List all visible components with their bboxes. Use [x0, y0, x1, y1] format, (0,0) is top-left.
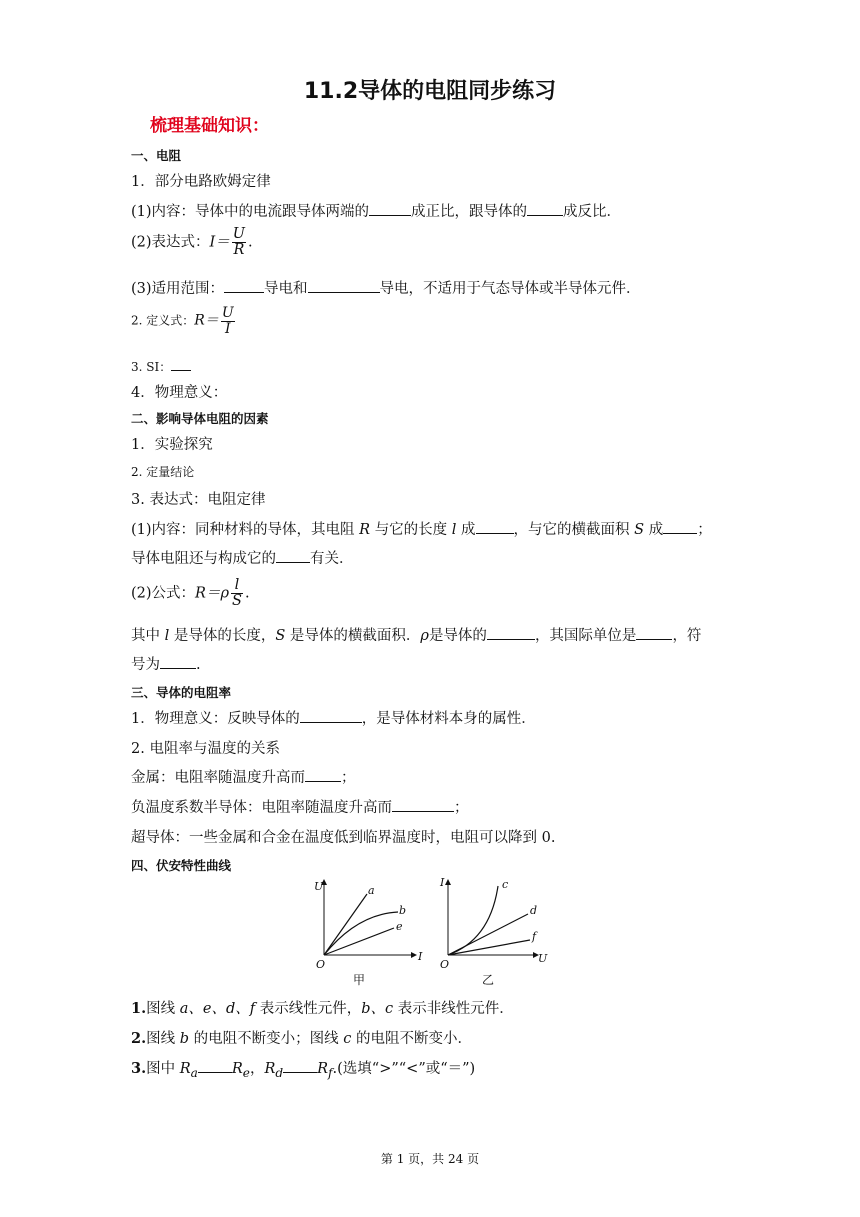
graph-caption: 甲	[353, 973, 366, 987]
part1-expression: (2)表达式：I＝ $\frac{U}{R}$ .	[131, 226, 253, 259]
part1-meaning: 4．物理意义：	[131, 385, 228, 401]
part2-heading: 二、影响导体电阻的因素	[131, 411, 269, 426]
blank	[663, 519, 697, 534]
axis-label: I	[440, 876, 445, 889]
blank	[392, 797, 454, 812]
part2-formula: (2)公式：R＝ρ $\frac{l}{S}$ .	[131, 577, 250, 610]
axis-label: U	[538, 952, 548, 965]
part2-where: 其中 l 是导体的长度，S 是导体的横截面积．ρ是导体的 ，其国际单位是 ，符	[131, 624, 701, 645]
curve-label: e	[396, 920, 403, 933]
curve-c	[448, 886, 498, 955]
blank	[160, 654, 196, 669]
blank	[305, 767, 341, 782]
curve-label: a	[368, 884, 375, 897]
curve-f	[448, 940, 530, 955]
curve-label: b	[399, 904, 407, 917]
part2-content: (1)内容：同种材料的导体，其电阻 R 与它的长度 l 成 ，与它的横截面积 S 成 ；	[131, 518, 712, 539]
part3-semiconductor: 负温度系数半导体：电阻率随温度升高而 ；	[131, 796, 469, 817]
part2-where2: 号为 .	[131, 653, 201, 674]
part3-item2: 2. 电阻率与温度的关系	[131, 741, 280, 757]
blank	[308, 278, 380, 293]
part3-heading: 三、导体的电阻率	[131, 685, 232, 700]
curve-a	[324, 894, 367, 955]
graph-caption: 乙	[482, 973, 495, 987]
part2-item3: 3. 表达式：电阻定律	[131, 492, 266, 508]
blank	[276, 548, 310, 563]
part2-item2: 2. 定量结论	[131, 465, 195, 479]
blank	[300, 708, 362, 723]
part4-note3: 3.图中 $R_a$ $R_e$，$R_d$ $R_f$.(选填“>”“<”或“＝”)	[131, 1060, 476, 1080]
part4-heading: 四、伏安特性曲线	[131, 858, 232, 873]
graph-right	[439, 876, 548, 987]
fraction: $\frac{l}{S}$	[232, 577, 242, 610]
curve-label: c	[502, 878, 509, 891]
part3-superconductor: 超导体：一些金属和合金在温度低到临界温度时，电阻可以降到 0.	[131, 830, 556, 846]
fraction: $\frac{U}{I}$	[221, 305, 234, 337]
blank	[487, 625, 535, 640]
part1-content: (1)内容：导体中的电流跟导体两端的 成正比，跟导体的 成反比．	[131, 200, 621, 221]
part1-heading: 一、电阻	[131, 148, 182, 163]
blank	[476, 519, 514, 534]
axis-label: U	[314, 880, 324, 893]
curve-e	[324, 928, 394, 955]
curve-label: d	[530, 904, 538, 917]
part1-scope: (3)适用范围： 导电和 导电，不适用于气态导体或半导体元件．	[131, 277, 641, 298]
origin-label: O	[316, 958, 326, 971]
curve-b	[324, 912, 398, 955]
blank	[198, 1058, 232, 1073]
origin-label: O	[440, 958, 450, 971]
part4-note1: 1.图线 a、e、d、f 表示线性元件，b、c 表示非线性元件．	[131, 1000, 514, 1017]
part3-item1: 1．物理意义：反映导体的 ，是导体材料本身的属性．	[131, 707, 536, 728]
part2-content2: 导体电阻还与构成它的 有关．	[131, 547, 354, 568]
blank	[369, 201, 411, 216]
page-footer: 第 1 页，共 24 页	[380, 1152, 480, 1166]
graph-left	[314, 880, 423, 987]
part1-item1: 1．部分电路欧姆定律	[131, 174, 271, 190]
page-title: 11.2导体的电阻同步练习	[303, 79, 557, 104]
curve-label: f	[532, 930, 537, 943]
part4-note2: 2.图线 b 的电阻不断变小；图线 c 的电阻不断变小．	[131, 1030, 472, 1047]
blank	[636, 625, 672, 640]
part2-item1: 1．实验探究	[131, 437, 213, 453]
part1-definition: 2. 定义式：R＝ $\frac{U}{I}$	[131, 305, 234, 337]
axis-label: I	[418, 950, 423, 963]
section-heading: 梳理基础知识：	[150, 116, 269, 136]
blank	[283, 1058, 317, 1073]
iv-curves-figure	[312, 872, 552, 990]
part1-si: 3. SI：	[131, 358, 191, 375]
fraction: $\frac{U}{R}$	[232, 226, 246, 259]
blank	[171, 359, 191, 371]
part3-metal: 金属：电阻率随温度升高而 ；	[131, 766, 356, 787]
blank	[527, 201, 563, 216]
blank	[224, 278, 264, 293]
